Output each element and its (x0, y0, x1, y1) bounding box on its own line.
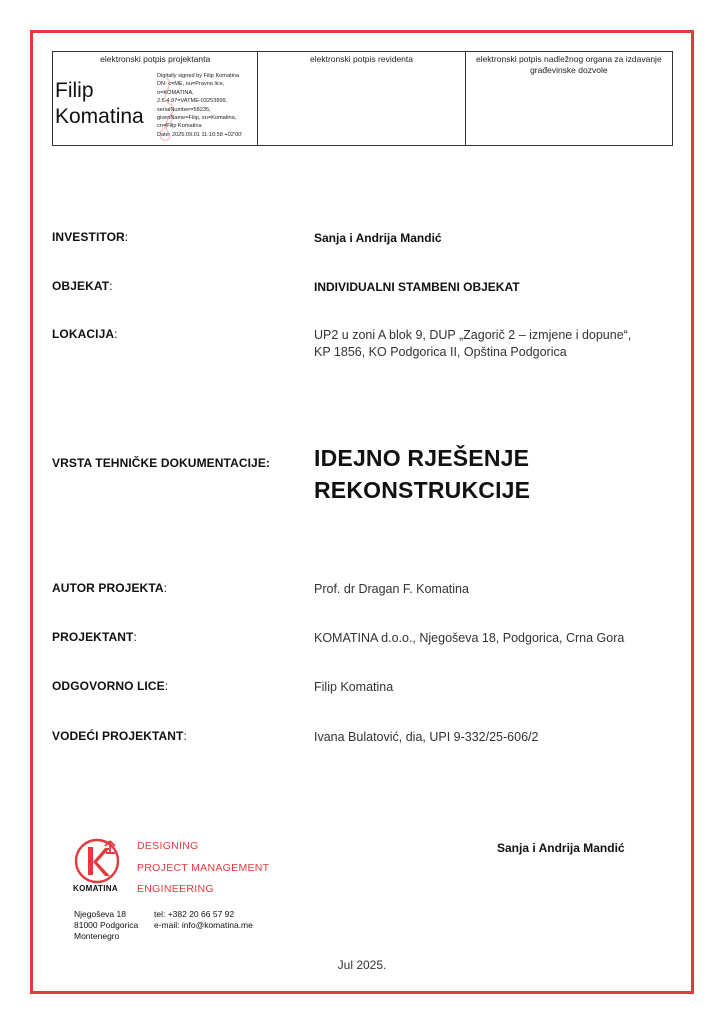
investitor-label: INVESTITOR: (52, 230, 129, 244)
company-taglines (137, 836, 269, 901)
authority-signature-header: elektronski potpis nadležnog organa za izdavanje građevinske dozvole (475, 54, 662, 75)
komatina-wordmark: KOMATINA (73, 884, 118, 893)
komatina-logo-icon (72, 836, 128, 886)
objekat-label: OBJEKAT: (52, 279, 113, 293)
reviewer-signature-header: elektronski potpis revidenta (310, 54, 414, 64)
reviewer-signature-cell[interactable] (258, 52, 465, 145)
tagline-item: ENGINEERING (137, 883, 214, 895)
investitor-value: Sanja i Andrija Mandić (314, 231, 442, 245)
odgovorno-label: ODGOVORNO LICE: (52, 679, 169, 693)
company-phone: tel: +382 20 66 57 92 (154, 909, 235, 919)
vrsta-label: VRSTA TEHNIČKE DOKUMENTACIJE: (52, 456, 271, 470)
document-date: Jul 2025. (337, 958, 387, 972)
designer-signature-header: elektronski potpis projektanta (100, 54, 211, 64)
tagline-item: PROJECT MANAGEMENT (137, 861, 270, 874)
authority-signature-cell[interactable] (466, 52, 672, 145)
odgovorno-value: Filip Komatina (314, 680, 394, 694)
vodeci-label: VODEĆI PROJEKTANT: (52, 729, 187, 743)
projektant-value: KOMATINA d.o.o., Njegoševa 18, Podgorica, Crna Gora (314, 631, 625, 645)
client-name: Sanja i Andrija Mandić (497, 841, 625, 855)
document-type-title: IDEJNO RJEŠENJE REKONSTRUKCIJE (314, 445, 531, 503)
autor-value: Prof. dr Dragan F. Komatina (314, 582, 469, 596)
company-email[interactable]: e-mail: info@komatina.me (154, 920, 253, 930)
tagline-item: DESIGNING (137, 840, 199, 852)
company-contact (154, 909, 253, 931)
vodeci-value: Ivana Bulatović, dia, UPI 9-332/25-606/2 (314, 730, 539, 744)
signature-table (52, 51, 673, 146)
company-address: Njegoševa 18 81000 Podgorica Montenegro (74, 909, 139, 941)
lokacija-value: UP2 u zoni A blok 9, DUP „Zagorič 2 – izmjene i dopune“, KP 1856, KO Podgorica II, Opština Podgorica (314, 328, 632, 359)
autor-label: AUTOR PROJEKTA: (52, 581, 168, 595)
signer-name: Filip Komatina (55, 79, 144, 128)
objekat-value: INDIVIDUALNI STAMBENI OBJEKAT (314, 280, 520, 294)
designer-signature-cell[interactable] (53, 52, 258, 145)
projektant-label: PROJEKTANT: (52, 630, 137, 644)
digital-signature-details: Digitally signed by Filip Komatina DN: c=ME, ou=Pravno lice, o=KOMATINA, 2.5.4.97=VATME-03253899, serialNumber=58235, givenName=Filip, sn=Komatina, cn=Filip Komatina Date: 2025.09.01 11:16:58 +02'00' (157, 73, 243, 138)
lokacija-label: LOKACIJA: (52, 327, 118, 341)
